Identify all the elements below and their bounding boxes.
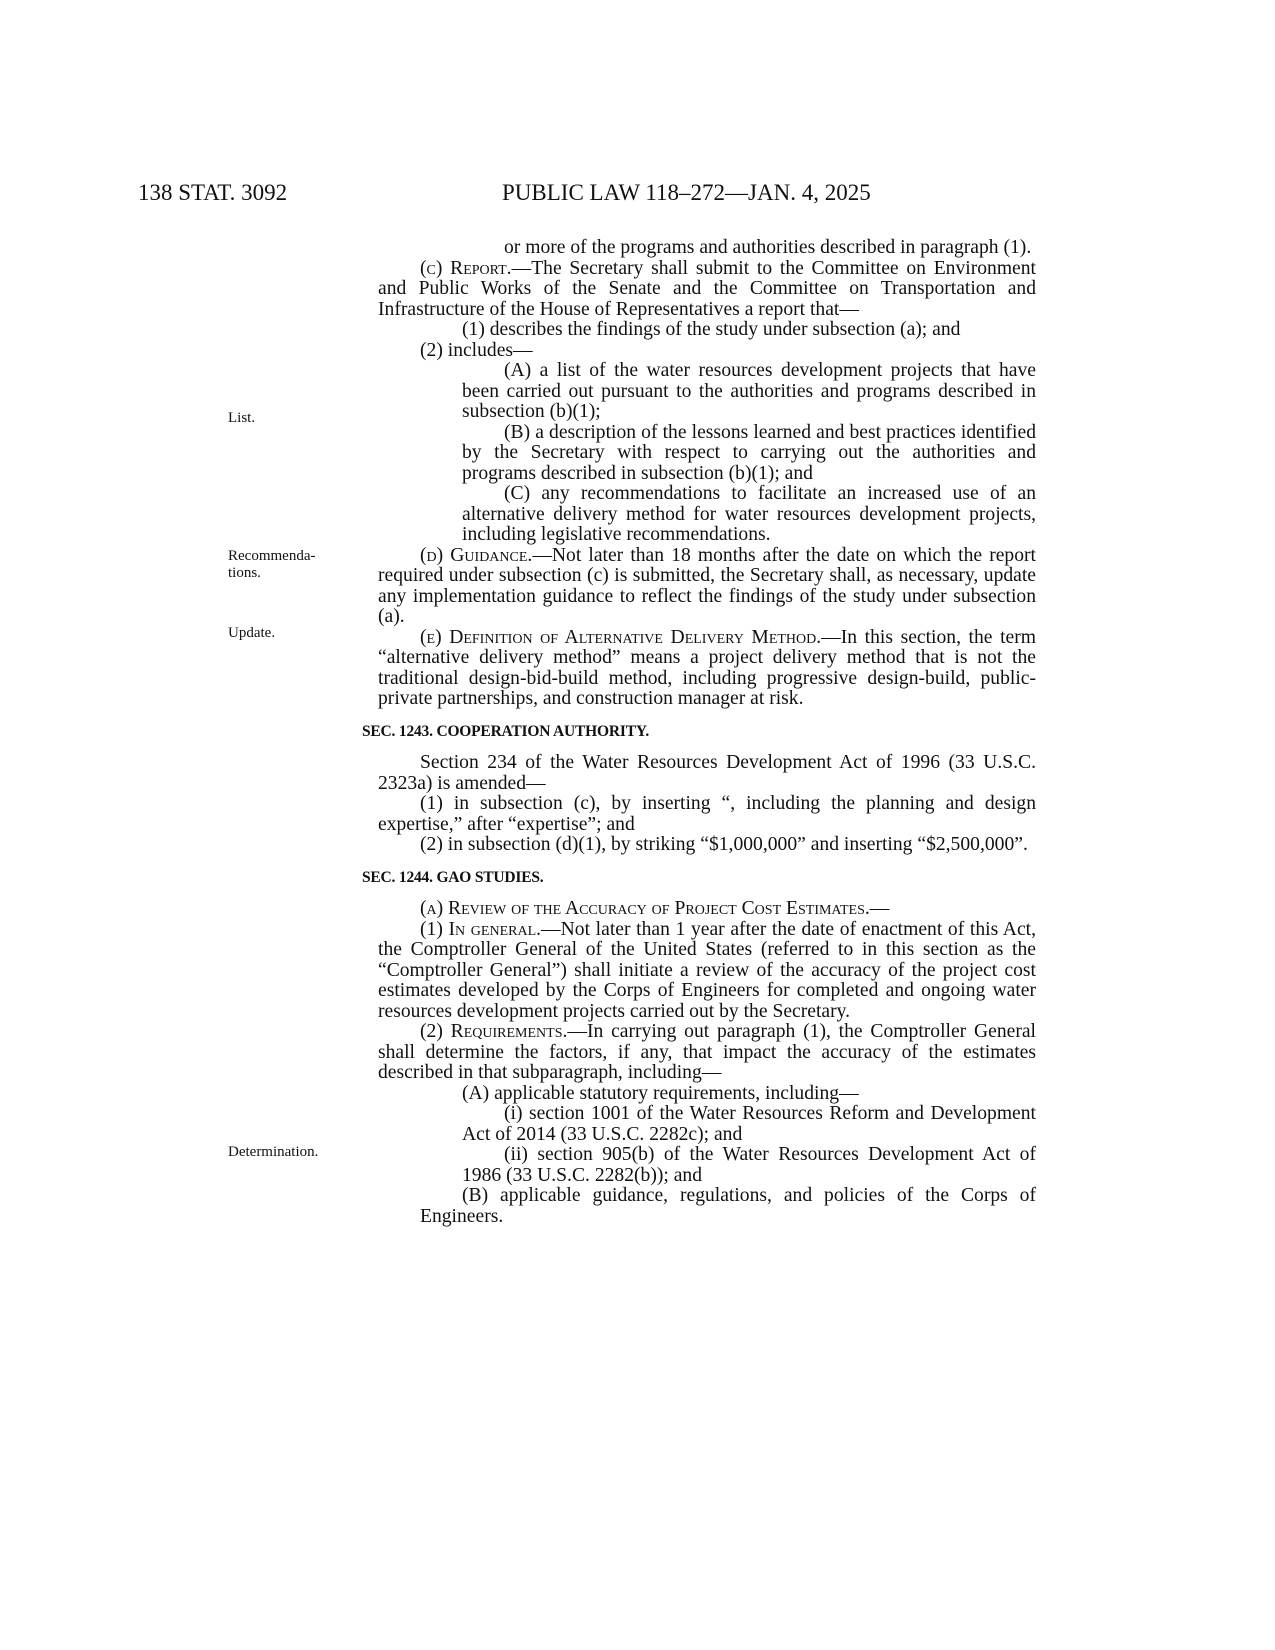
paragraph: (C) any recommendations to facilitate an increased use of an alternative delivery method for water resources development projects, including legislative recommendations.: [462, 483, 1036, 545]
subsection-a-heading: (a) Review of the Accuracy of Project Cost Estimates.—: [420, 898, 890, 919]
subsection-heading: (c) Report.: [420, 257, 512, 279]
margin-note-list: List.: [228, 410, 256, 426]
subsection-e-definition: [378, 628, 1036, 710]
paragraph-text: —Not later than 18 months after the date on which the report required under subsection (c) is submitted, the Secretary shall, as necessary, update any implementation guidance to reflect the findings of the study under subsection (a).: [378, 544, 1036, 627]
stat-page-number: 138 STAT. 3092: [138, 180, 288, 205]
margin-note-determination: Determination.: [228, 1144, 319, 1160]
paragraph: or more of the programs and authorities described in paragraph (1).: [504, 237, 1032, 258]
paragraph-text: —The Secretary shall submit to the Committee on Environment and Public Works of the Senate and the Committee on Transportation and Infrastructure of the House of Representatives a report that—: [378, 257, 1036, 320]
paragraph-text: —Not later than 1 year after the date of enactment of this Act, the Comptroller General of the United States (referred to in this section as the “Comptroller General”) shall initiate a review of the accuracy of the project cost estimates developed by the Corps of Engineers for completed and ongoing water resources development projects carried out by the Secretary.: [378, 918, 1036, 1022]
margin-note-recommendations: Recommenda- tions.: [228, 548, 316, 581]
paragraph-in-general: [378, 920, 1036, 1023]
paragraph: (A) applicable statutory requirements, including—: [462, 1082, 859, 1104]
subsection-heading: (e) Definition of Alternative Delivery Method.: [420, 626, 822, 648]
margin-note-update: Update.: [228, 625, 276, 641]
paragraph: (A) a list of the water resources development projects that have been carried out pursuant to the authorities and programs described in subsection (b)(1);: [462, 360, 1036, 422]
paragraph-requirements: [378, 1022, 1036, 1084]
subsection-c-report: [378, 259, 1036, 321]
paragraph-heading: (2) Requirements.: [420, 1021, 568, 1042]
public-law-citation: PUBLIC LAW 118–272—JAN. 4, 2025: [502, 180, 871, 205]
section-heading-1244: SEC. 1244. GAO STUDIES.: [362, 868, 544, 886]
page-header: [0, 180, 1275, 220]
section-heading-1243: SEC. 1243. COOPERATION AUTHORITY.: [362, 722, 650, 740]
paragraph-text: —In carrying out paragraph (1), the Comptroller General shall determine the factors, if any, that impact the accuracy of the estimates described in that subparagraph, including—: [378, 1021, 1036, 1083]
document-body: [362, 237, 1036, 1227]
subsection-d-guidance: [378, 546, 1036, 628]
paragraph: (B) applicable guidance, regulations, and policies of the Corps of Engineers.: [420, 1185, 1036, 1227]
paragraph: (1) describes the findings of the study under subsection (a); and: [462, 319, 961, 340]
paragraph: (1) in subsection (c), by inserting “, including the planning and design expertise,” after “expertise”; and: [378, 793, 1036, 835]
paragraph: [378, 341, 1036, 362]
paragraph-heading: (1) In general.: [420, 918, 542, 940]
paragraph-text: —In this section, the term “alternative delivery method” means a project delivery method that is not the traditional design-bid-build method, including progressive design-build, public-private partnerships, and construction manager at risk.: [378, 626, 1036, 709]
paragraph-text: (2) includes—: [420, 339, 533, 361]
paragraph: (B) a description of the lessons learned and best practices identified by the Secretary with respect to carrying out the authorities and programs described in subsection (b)(1); and: [462, 421, 1036, 484]
paragraph: (2) in subsection (d)(1), by striking “$1,000,000” and inserting “$2,500,000”.: [420, 834, 1028, 855]
paragraph: (ii) section 905(b) of the Water Resources Development Act of 1986 (33 U.S.C. 2282(b)); and: [462, 1144, 1036, 1186]
paragraph: (i) section 1001 of the Water Resources Reform and Development Act of 2014 (33 U.S.C. 2282c); and: [462, 1103, 1036, 1145]
subsection-heading: (d) Guidance.: [420, 544, 533, 566]
paragraph: Section 234 of the Water Resources Development Act of 1996 (33 U.S.C. 2323a) is amended—: [378, 752, 1036, 794]
